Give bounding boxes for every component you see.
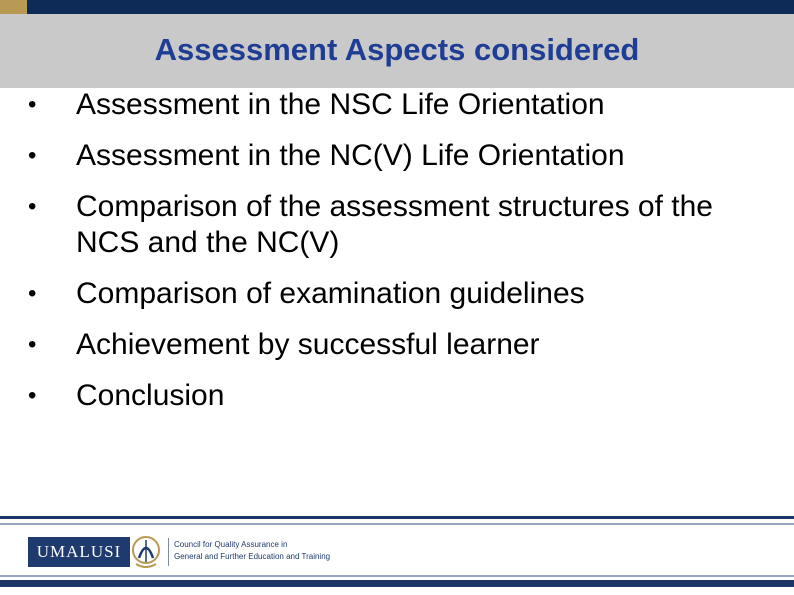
bullet-dot-icon: • bbox=[28, 91, 37, 118]
tagline-line-2: General and Further Education and Training bbox=[174, 552, 331, 561]
tagline-line-1: Council for Quality Assurance in bbox=[174, 540, 288, 549]
bullet-item bbox=[28, 327, 778, 363]
bullet-item bbox=[28, 138, 778, 174]
bullet-dot-icon: • bbox=[28, 142, 37, 169]
bullet-text: Conclusion bbox=[76, 379, 225, 412]
bullet-dot-icon: • bbox=[28, 280, 37, 307]
footer-bottom-rule-light bbox=[0, 575, 794, 577]
umalusi-emblem-icon bbox=[130, 532, 162, 572]
bullet-item bbox=[28, 87, 778, 123]
footer-bottom-rule bbox=[0, 580, 794, 587]
bullet-dot-icon: • bbox=[28, 331, 37, 358]
footer-divider bbox=[168, 538, 169, 566]
top-bar-accent bbox=[0, 0, 27, 14]
top-bar bbox=[0, 0, 794, 14]
bullet-text: Achievement by successful learner bbox=[76, 328, 540, 361]
bullet-text: Assessment in the NC(V) Life Orientation bbox=[76, 139, 625, 172]
council-tagline bbox=[174, 539, 330, 563]
bullet-dot-icon: • bbox=[28, 193, 37, 220]
footer-rule-light bbox=[0, 523, 794, 525]
bullet-text: Comparison of examination guidelines bbox=[76, 277, 585, 310]
slide-title: Assessment Aspects considered bbox=[154, 32, 640, 67]
bullet-dot-icon: • bbox=[28, 382, 37, 409]
umalusi-logo: UMALUSI bbox=[28, 537, 130, 567]
bullet-text: Assessment in the NSC Life Orientation bbox=[76, 88, 605, 121]
bullet-item bbox=[28, 276, 778, 312]
bullet-list bbox=[28, 87, 778, 429]
bullet-text: Comparison of the assessment structures of the NCS and the NC(V) bbox=[76, 190, 713, 259]
bullet-item bbox=[28, 378, 778, 414]
footer-rule-dark bbox=[0, 516, 794, 519]
bullet-item bbox=[28, 189, 778, 261]
